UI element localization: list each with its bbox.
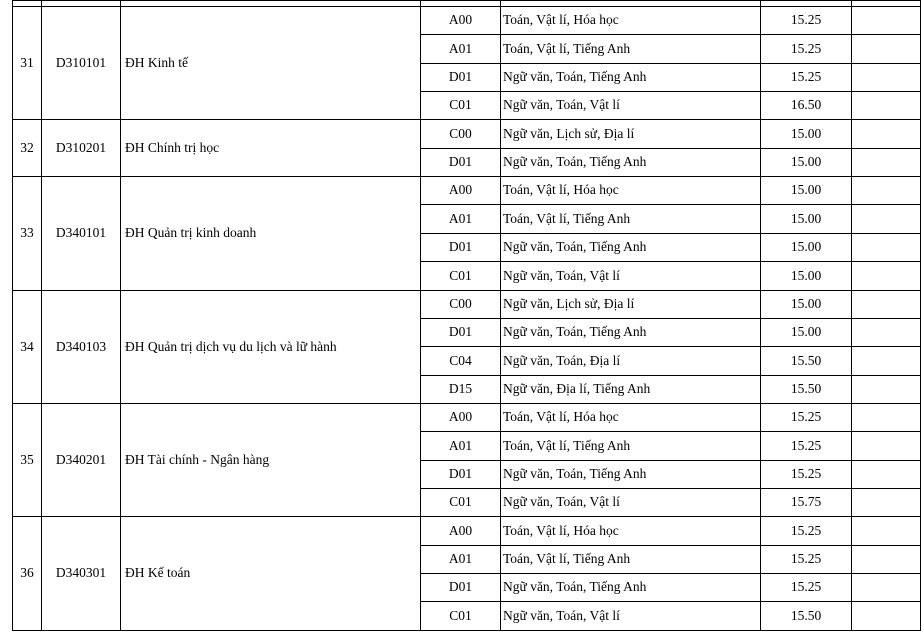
note-cell [852,119,920,148]
score-cell: 15.50 [790,381,822,397]
note-cell [852,488,920,516]
subjects-cell: Ngữ văn, Toán, Tiếng Anh [503,154,647,170]
score-cell: 15.00 [790,296,822,312]
major-name-cell: ĐH Quản trị dịch vụ du lịch và lữ hành [125,338,337,354]
score-cell: 15.00 [790,239,822,255]
combo-code-cell: D01 [448,154,473,170]
score-cell: 15.00 [790,267,822,283]
score-cell: 15.25 [790,69,822,85]
note-cell [852,63,920,91]
note-cell [852,261,920,290]
combo-code-cell: D15 [448,381,473,397]
stt-cell: 31 [20,54,34,70]
combo-code-cell: C04 [449,352,472,368]
subjects-cell: Ngữ văn, Toán, Địa lí [503,352,621,368]
combo-code-cell: C01 [449,494,472,510]
row-divider [12,403,421,404]
note-cell [852,601,920,630]
column-divider [760,6,761,631]
subjects-cell: Toán, Vật lí, Tiếng Anh [503,437,631,453]
score-cell: 15.25 [790,409,822,425]
note-cell [852,34,920,63]
combo-code-cell: C00 [449,125,472,141]
major-code-cell: D340301 [55,565,107,581]
major-name-cell: ĐH Chính trị học [125,139,220,155]
subjects-cell: Ngữ văn, Toán, Tiếng Anh [503,239,647,255]
subjects-cell: Toán, Vật lí, Hóa học [503,182,619,198]
score-cell: 15.25 [790,40,822,56]
subjects-cell: Ngữ văn, Toán, Vật lí [503,267,620,283]
score-cell: 15.25 [790,522,822,538]
subjects-cell: Ngữ văn, Toán, Tiếng Anh [503,69,647,85]
column-divider [500,6,501,631]
subjects-cell: Toán, Vật lí, Tiếng Anh [503,40,631,56]
note-cell [852,176,920,204]
note-cell [852,204,920,233]
subjects-cell: Ngữ văn, Lịch sử, Địa lí [503,125,635,141]
row-divider [12,6,421,7]
subjects-cell: Ngữ văn, Toán, Tiếng Anh [503,466,647,482]
major-name-cell: ĐH Kinh tế [125,54,188,70]
note-cell [852,91,920,119]
score-cell: 15.00 [790,182,822,198]
row-divider [12,516,421,517]
combo-code-cell: D01 [448,324,473,340]
score-cell: 15.00 [790,324,822,340]
note-cell [852,545,920,573]
subjects-cell: Ngữ văn, Toán, Tiếng Anh [503,324,647,340]
subjects-cell: Ngữ văn, Toán, Vật lí [503,97,620,113]
score-cell: 15.50 [790,352,822,368]
combo-code-cell: C01 [449,267,472,283]
note-cell [852,431,920,460]
subjects-cell: Ngữ văn, Địa lí, Tiếng Anh [503,381,651,397]
major-code-cell: D340101 [55,225,107,241]
score-cell: 15.25 [790,579,822,595]
combo-code-cell: A01 [448,210,473,226]
major-code-cell: D310101 [55,54,107,70]
note-cell [852,233,920,261]
note-cell [852,403,920,431]
column-divider [120,6,121,631]
subjects-cell: Ngữ văn, Toán, Tiếng Anh [503,579,647,595]
combo-code-cell: C01 [449,97,472,113]
row-divider [12,0,921,1]
score-cell: 15.50 [790,607,822,623]
row-divider [12,630,921,631]
column-divider [420,6,421,631]
score-cell: 16.50 [790,97,822,113]
major-name-cell: ĐH Kế toán [125,565,191,581]
score-cell: 15.00 [790,210,822,226]
score-cell: 15.75 [790,494,822,510]
subjects-cell: Ngữ văn, Toán, Vật lí [503,607,620,623]
note-cell [852,375,920,403]
column-divider [41,6,42,631]
row-divider [12,176,421,177]
note-cell [852,573,920,601]
subjects-cell: Ngữ văn, Lịch sử, Địa lí [503,296,635,312]
note-cell [852,148,920,176]
stt-cell: 35 [20,451,34,467]
combo-code-cell: A00 [448,522,473,538]
subjects-cell: Toán, Vật lí, Tiếng Anh [503,551,631,567]
combo-code-cell: A00 [448,409,473,425]
row-divider [12,119,421,120]
stt-cell: 36 [20,565,34,581]
combo-code-cell: D01 [448,466,473,482]
combo-code-cell: A00 [448,182,473,198]
column-divider [12,6,13,631]
major-code-cell: D340201 [55,451,107,467]
combo-code-cell: D01 [448,239,473,255]
major-name-cell: ĐH Quản trị kinh doanh [125,225,257,241]
stt-cell: 32 [20,139,34,155]
subjects-cell: Toán, Vật lí, Hóa học [503,12,619,28]
score-cell: 15.25 [790,12,822,28]
major-code-cell: D340103 [55,338,107,354]
subjects-cell: Toán, Vật lí, Hóa học [503,409,619,425]
combo-code-cell: D01 [448,69,473,85]
score-cell: 15.00 [790,154,822,170]
stt-cell: 33 [20,225,34,241]
subjects-cell: Ngữ văn, Toán, Vật lí [503,494,620,510]
combo-code-cell: A00 [448,12,473,28]
combo-code-cell: D01 [448,579,473,595]
combo-code-cell: C01 [449,607,472,623]
combo-code-cell: C00 [449,296,472,312]
score-cell: 15.25 [790,437,822,453]
combo-code-cell: A01 [448,437,473,453]
column-divider [920,6,921,631]
note-cell [852,290,920,318]
major-name-cell: ĐH Tài chính - Ngân hàng [125,451,270,467]
subjects-cell: Toán, Vật lí, Tiếng Anh [503,210,631,226]
subjects-cell: Toán, Vật lí, Hóa học [503,522,619,538]
score-cell: 15.25 [790,551,822,567]
note-cell [852,6,920,34]
column-divider [851,6,852,631]
note-cell [852,346,920,375]
score-cell: 15.25 [790,466,822,482]
major-code-cell: D310201 [55,139,107,155]
score-cell: 15.00 [790,125,822,141]
note-cell [852,516,920,545]
row-divider [12,290,421,291]
note-cell [852,318,920,346]
note-cell [852,460,920,488]
combo-code-cell: A01 [448,551,473,567]
combo-code-cell: A01 [448,40,473,56]
stt-cell: 34 [20,338,34,354]
